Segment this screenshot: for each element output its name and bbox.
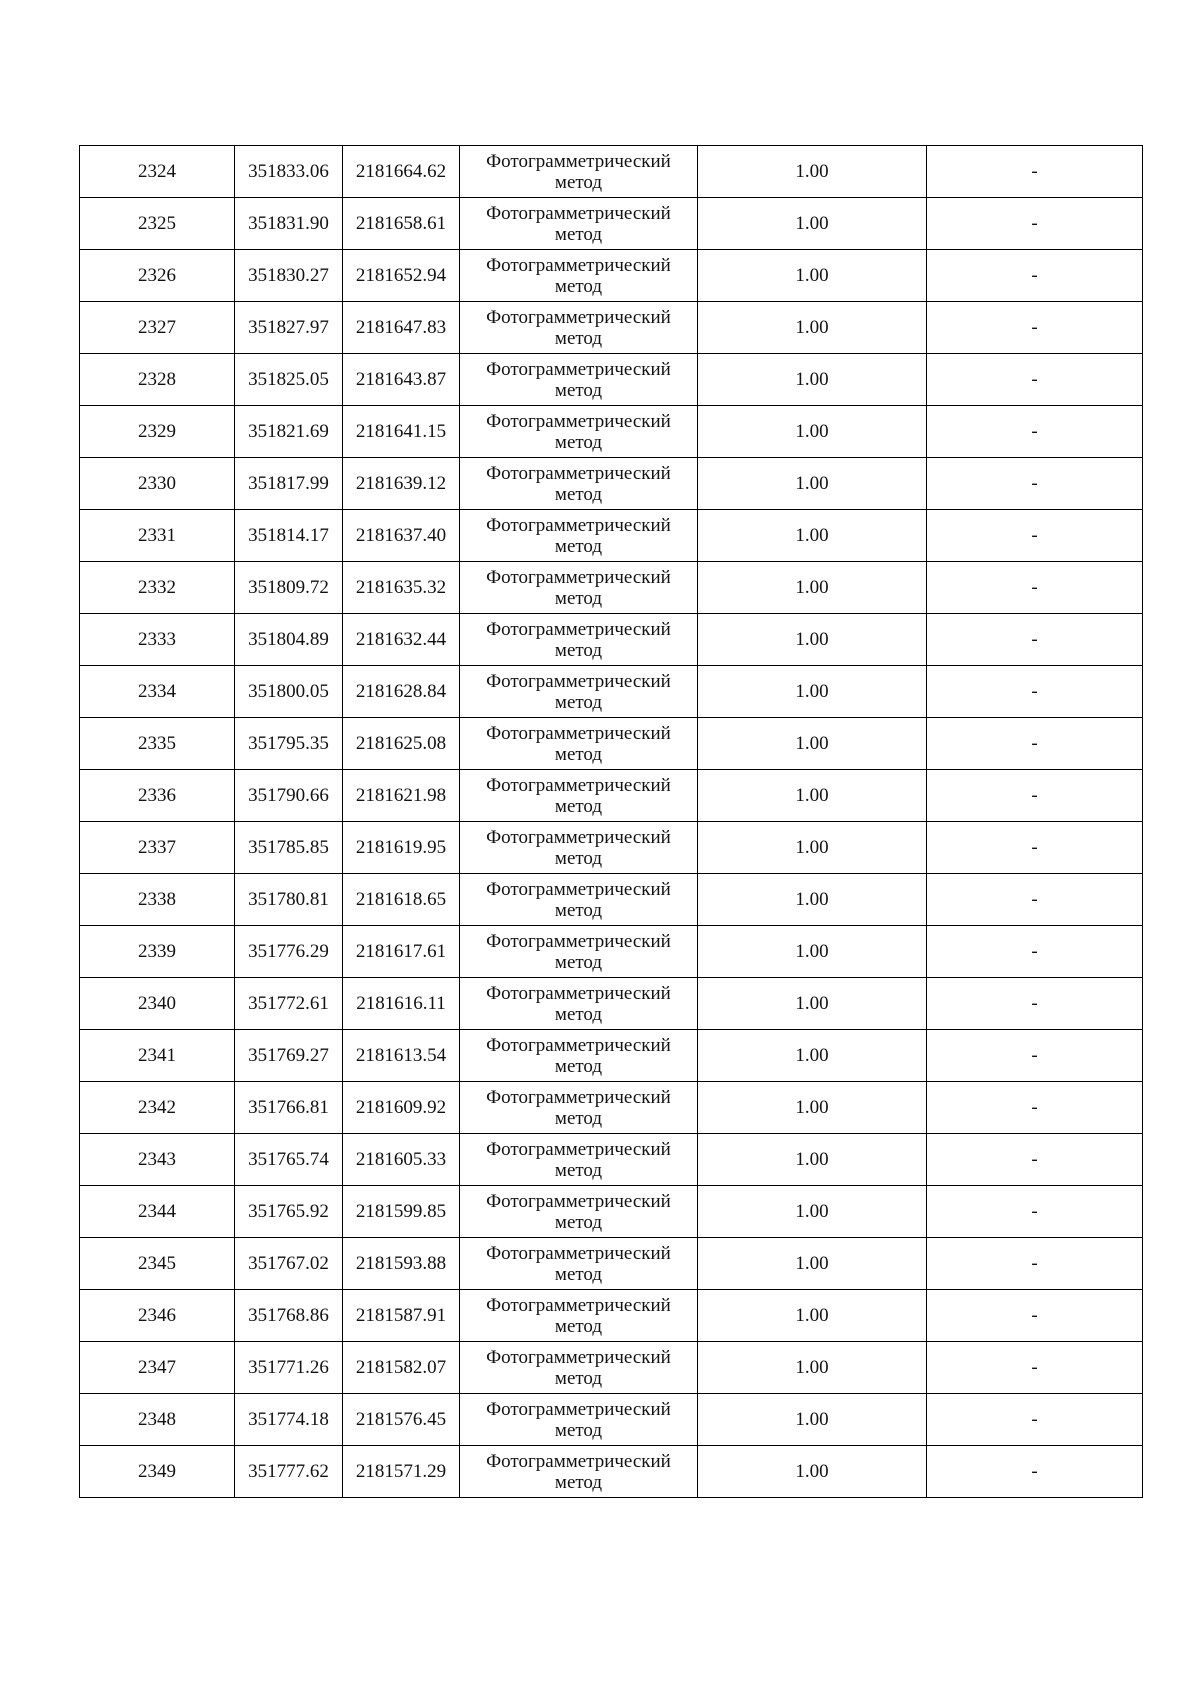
method-cell [460, 666, 698, 718]
table-row [80, 198, 1143, 250]
y-coordinate-cell: 2181652.94 [343, 250, 460, 302]
method-line-1: Фотограмметрический [486, 462, 671, 484]
description-cell: - [927, 926, 1143, 978]
x-coordinate-cell: 351768.86 [235, 1290, 343, 1342]
description-cell: - [927, 354, 1143, 406]
table-row [80, 978, 1143, 1030]
x-coordinate-cell: 351780.81 [235, 874, 343, 926]
y-coordinate-cell: 2181628.84 [343, 666, 460, 718]
x-coordinate-cell: 351831.90 [235, 198, 343, 250]
method-line-1: Фотограмметрический [486, 878, 671, 900]
description-cell: - [927, 250, 1143, 302]
point-number-cell: 2339 [80, 926, 235, 978]
table-row [80, 406, 1143, 458]
description-cell: - [927, 1342, 1143, 1394]
y-coordinate-cell: 2181605.33 [343, 1134, 460, 1186]
method-line-2: метод [554, 379, 603, 401]
method-line-2: метод [554, 639, 603, 661]
method-line-1: Фотограмметрический [486, 514, 671, 536]
method-cell [460, 1238, 698, 1290]
method-cell [460, 302, 698, 354]
method-cell [460, 978, 698, 1030]
description-cell: - [927, 1186, 1143, 1238]
precision-cell: 1.00 [698, 926, 927, 978]
method-cell [460, 1446, 698, 1498]
description-cell: - [927, 770, 1143, 822]
method-cell [460, 926, 698, 978]
method-line-1: Фотограмметрический [486, 774, 671, 796]
table-row [80, 302, 1143, 354]
point-number-cell: 2325 [80, 198, 235, 250]
method-cell [460, 354, 698, 406]
y-coordinate-cell: 2181571.29 [343, 1446, 460, 1498]
method-cell [460, 510, 698, 562]
point-number-cell: 2340 [80, 978, 235, 1030]
y-coordinate-cell: 2181593.88 [343, 1238, 460, 1290]
table-row [80, 1030, 1143, 1082]
x-coordinate-cell: 351804.89 [235, 614, 343, 666]
method-line-2: метод [554, 535, 603, 557]
point-number-cell: 2345 [80, 1238, 235, 1290]
x-coordinate-cell: 351827.97 [235, 302, 343, 354]
method-cell [460, 1186, 698, 1238]
y-coordinate-cell: 2181616.11 [343, 978, 460, 1030]
method-cell [460, 1030, 698, 1082]
method-line-1: Фотограмметрический [486, 982, 671, 1004]
description-cell: - [927, 1446, 1143, 1498]
method-line-2: метод [554, 483, 603, 505]
precision-cell: 1.00 [698, 406, 927, 458]
method-cell [460, 1394, 698, 1446]
x-coordinate-cell: 351777.62 [235, 1446, 343, 1498]
method-cell [460, 1082, 698, 1134]
y-coordinate-cell: 2181643.87 [343, 354, 460, 406]
table-row [80, 1446, 1143, 1498]
point-number-cell: 2337 [80, 822, 235, 874]
precision-cell: 1.00 [698, 354, 927, 406]
method-line-1: Фотограмметрический [486, 670, 671, 692]
method-cell [460, 1290, 698, 1342]
method-line-2: метод [554, 743, 603, 765]
table-row [80, 926, 1143, 978]
method-line-2: метод [554, 1419, 603, 1441]
method-line-2: метод [554, 1211, 603, 1233]
x-coordinate-cell: 351821.69 [235, 406, 343, 458]
method-cell [460, 250, 698, 302]
method-cell [460, 874, 698, 926]
method-line-2: метод [554, 171, 603, 193]
method-line-1: Фотограмметрический [486, 826, 671, 848]
method-line-1: Фотограмметрический [486, 1190, 671, 1212]
y-coordinate-cell: 2181609.92 [343, 1082, 460, 1134]
precision-cell: 1.00 [698, 614, 927, 666]
precision-cell: 1.00 [698, 198, 927, 250]
y-coordinate-cell: 2181599.85 [343, 1186, 460, 1238]
precision-cell: 1.00 [698, 770, 927, 822]
method-line-2: метод [554, 951, 603, 973]
precision-cell: 1.00 [698, 666, 927, 718]
method-line-1: Фотограмметрический [486, 1294, 671, 1316]
x-coordinate-cell: 351765.92 [235, 1186, 343, 1238]
point-number-cell: 2327 [80, 302, 235, 354]
description-cell: - [927, 562, 1143, 614]
x-coordinate-cell: 351766.81 [235, 1082, 343, 1134]
y-coordinate-cell: 2181618.65 [343, 874, 460, 926]
coordinates-table [79, 145, 1143, 1498]
table-row [80, 1134, 1143, 1186]
method-line-1: Фотограмметрический [486, 254, 671, 276]
precision-cell: 1.00 [698, 1446, 927, 1498]
method-line-1: Фотограмметрический [486, 1086, 671, 1108]
method-cell [460, 770, 698, 822]
x-coordinate-cell: 351800.05 [235, 666, 343, 718]
y-coordinate-cell: 2181635.32 [343, 562, 460, 614]
y-coordinate-cell: 2181619.95 [343, 822, 460, 874]
point-number-cell: 2344 [80, 1186, 235, 1238]
point-number-cell: 2328 [80, 354, 235, 406]
description-cell: - [927, 874, 1143, 926]
y-coordinate-cell: 2181587.91 [343, 1290, 460, 1342]
description-cell: - [927, 1290, 1143, 1342]
coordinates-table-body [80, 146, 1143, 1498]
precision-cell: 1.00 [698, 1030, 927, 1082]
method-line-1: Фотограмметрический [486, 566, 671, 588]
precision-cell: 1.00 [698, 822, 927, 874]
x-coordinate-cell: 351809.72 [235, 562, 343, 614]
precision-cell: 1.00 [698, 1186, 927, 1238]
table-row [80, 510, 1143, 562]
point-number-cell: 2331 [80, 510, 235, 562]
table-row [80, 666, 1143, 718]
precision-cell: 1.00 [698, 874, 927, 926]
method-line-2: метод [554, 1367, 603, 1389]
method-line-2: метод [554, 1263, 603, 1285]
y-coordinate-cell: 2181632.44 [343, 614, 460, 666]
point-number-cell: 2330 [80, 458, 235, 510]
method-line-2: метод [554, 795, 603, 817]
precision-cell: 1.00 [698, 1238, 927, 1290]
method-line-2: метод [554, 847, 603, 869]
description-cell: - [927, 1030, 1143, 1082]
point-number-cell: 2335 [80, 718, 235, 770]
method-line-2: метод [554, 223, 603, 245]
method-cell [460, 1134, 698, 1186]
method-cell [460, 458, 698, 510]
method-line-1: Фотограмметрический [486, 306, 671, 328]
description-cell: - [927, 406, 1143, 458]
x-coordinate-cell: 351817.99 [235, 458, 343, 510]
y-coordinate-cell: 2181664.62 [343, 146, 460, 198]
description-cell: - [927, 458, 1143, 510]
method-line-1: Фотограмметрический [486, 410, 671, 432]
point-number-cell: 2348 [80, 1394, 235, 1446]
method-line-2: метод [554, 1055, 603, 1077]
method-line-2: метод [554, 327, 603, 349]
point-number-cell: 2326 [80, 250, 235, 302]
method-line-2: метод [554, 691, 603, 713]
table-row [80, 874, 1143, 926]
y-coordinate-cell: 2181582.07 [343, 1342, 460, 1394]
description-cell: - [927, 1394, 1143, 1446]
table-row [80, 1082, 1143, 1134]
table-row [80, 770, 1143, 822]
point-number-cell: 2333 [80, 614, 235, 666]
method-line-1: Фотограмметрический [486, 618, 671, 640]
x-coordinate-cell: 351767.02 [235, 1238, 343, 1290]
point-number-cell: 2329 [80, 406, 235, 458]
precision-cell: 1.00 [698, 458, 927, 510]
method-line-1: Фотограмметрический [486, 1346, 671, 1368]
point-number-cell: 2341 [80, 1030, 235, 1082]
x-coordinate-cell: 351774.18 [235, 1394, 343, 1446]
table-row [80, 458, 1143, 510]
precision-cell: 1.00 [698, 1394, 927, 1446]
description-cell: - [927, 510, 1143, 562]
table-row [80, 614, 1143, 666]
description-cell: - [927, 666, 1143, 718]
y-coordinate-cell: 2181613.54 [343, 1030, 460, 1082]
description-cell: - [927, 1238, 1143, 1290]
point-number-cell: 2343 [80, 1134, 235, 1186]
precision-cell: 1.00 [698, 146, 927, 198]
method-line-2: метод [554, 1315, 603, 1337]
description-cell: - [927, 146, 1143, 198]
method-line-1: Фотограмметрический [486, 1138, 671, 1160]
x-coordinate-cell: 351830.27 [235, 250, 343, 302]
x-coordinate-cell: 351833.06 [235, 146, 343, 198]
precision-cell: 1.00 [698, 562, 927, 614]
method-cell [460, 198, 698, 250]
table-row [80, 146, 1143, 198]
table-row [80, 1290, 1143, 1342]
method-line-2: метод [554, 587, 603, 609]
method-cell [460, 614, 698, 666]
method-line-2: метод [554, 431, 603, 453]
method-cell [460, 146, 698, 198]
x-coordinate-cell: 351776.29 [235, 926, 343, 978]
y-coordinate-cell: 2181621.98 [343, 770, 460, 822]
precision-cell: 1.00 [698, 978, 927, 1030]
point-number-cell: 2349 [80, 1446, 235, 1498]
description-cell: - [927, 1082, 1143, 1134]
method-line-1: Фотограмметрический [486, 1450, 671, 1472]
description-cell: - [927, 198, 1143, 250]
point-number-cell: 2347 [80, 1342, 235, 1394]
method-line-2: метод [554, 1471, 603, 1493]
x-coordinate-cell: 351825.05 [235, 354, 343, 406]
point-number-cell: 2342 [80, 1082, 235, 1134]
description-cell: - [927, 302, 1143, 354]
precision-cell: 1.00 [698, 302, 927, 354]
method-line-1: Фотограмметрический [486, 1034, 671, 1056]
precision-cell: 1.00 [698, 1134, 927, 1186]
x-coordinate-cell: 351771.26 [235, 1342, 343, 1394]
method-line-1: Фотограмметрический [486, 1242, 671, 1264]
y-coordinate-cell: 2181639.12 [343, 458, 460, 510]
method-cell [460, 1342, 698, 1394]
table-row [80, 1394, 1143, 1446]
table-row [80, 354, 1143, 406]
x-coordinate-cell: 351785.85 [235, 822, 343, 874]
table-row [80, 1238, 1143, 1290]
point-number-cell: 2336 [80, 770, 235, 822]
table-row [80, 1186, 1143, 1238]
x-coordinate-cell: 351772.61 [235, 978, 343, 1030]
y-coordinate-cell: 2181641.15 [343, 406, 460, 458]
y-coordinate-cell: 2181658.61 [343, 198, 460, 250]
method-line-2: метод [554, 1159, 603, 1181]
description-cell: - [927, 978, 1143, 1030]
x-coordinate-cell: 351769.27 [235, 1030, 343, 1082]
description-cell: - [927, 822, 1143, 874]
table-row [80, 718, 1143, 770]
precision-cell: 1.00 [698, 250, 927, 302]
point-number-cell: 2338 [80, 874, 235, 926]
x-coordinate-cell: 351790.66 [235, 770, 343, 822]
point-number-cell: 2334 [80, 666, 235, 718]
precision-cell: 1.00 [698, 1082, 927, 1134]
method-line-1: Фотограмметрический [486, 722, 671, 744]
method-cell [460, 562, 698, 614]
precision-cell: 1.00 [698, 1342, 927, 1394]
y-coordinate-cell: 2181576.45 [343, 1394, 460, 1446]
method-cell [460, 718, 698, 770]
method-line-1: Фотограмметрический [486, 1398, 671, 1420]
description-cell: - [927, 614, 1143, 666]
precision-cell: 1.00 [698, 510, 927, 562]
table-row [80, 1342, 1143, 1394]
table-row [80, 562, 1143, 614]
table-row [80, 250, 1143, 302]
x-coordinate-cell: 351765.74 [235, 1134, 343, 1186]
description-cell: - [927, 1134, 1143, 1186]
method-line-2: метод [554, 899, 603, 921]
y-coordinate-cell: 2181625.08 [343, 718, 460, 770]
method-line-1: Фотограмметрический [486, 202, 671, 224]
method-line-1: Фотограмметрический [486, 358, 671, 380]
description-cell: - [927, 718, 1143, 770]
precision-cell: 1.00 [698, 1290, 927, 1342]
method-cell [460, 822, 698, 874]
method-line-2: метод [554, 1003, 603, 1025]
y-coordinate-cell: 2181637.40 [343, 510, 460, 562]
method-line-2: метод [554, 1107, 603, 1129]
method-line-1: Фотограмметрический [486, 930, 671, 952]
method-line-2: метод [554, 275, 603, 297]
y-coordinate-cell: 2181617.61 [343, 926, 460, 978]
point-number-cell: 2324 [80, 146, 235, 198]
precision-cell: 1.00 [698, 718, 927, 770]
method-cell [460, 406, 698, 458]
table-row [80, 822, 1143, 874]
x-coordinate-cell: 351795.35 [235, 718, 343, 770]
method-line-1: Фотограмметрический [486, 150, 671, 172]
y-coordinate-cell: 2181647.83 [343, 302, 460, 354]
point-number-cell: 2332 [80, 562, 235, 614]
point-number-cell: 2346 [80, 1290, 235, 1342]
x-coordinate-cell: 351814.17 [235, 510, 343, 562]
